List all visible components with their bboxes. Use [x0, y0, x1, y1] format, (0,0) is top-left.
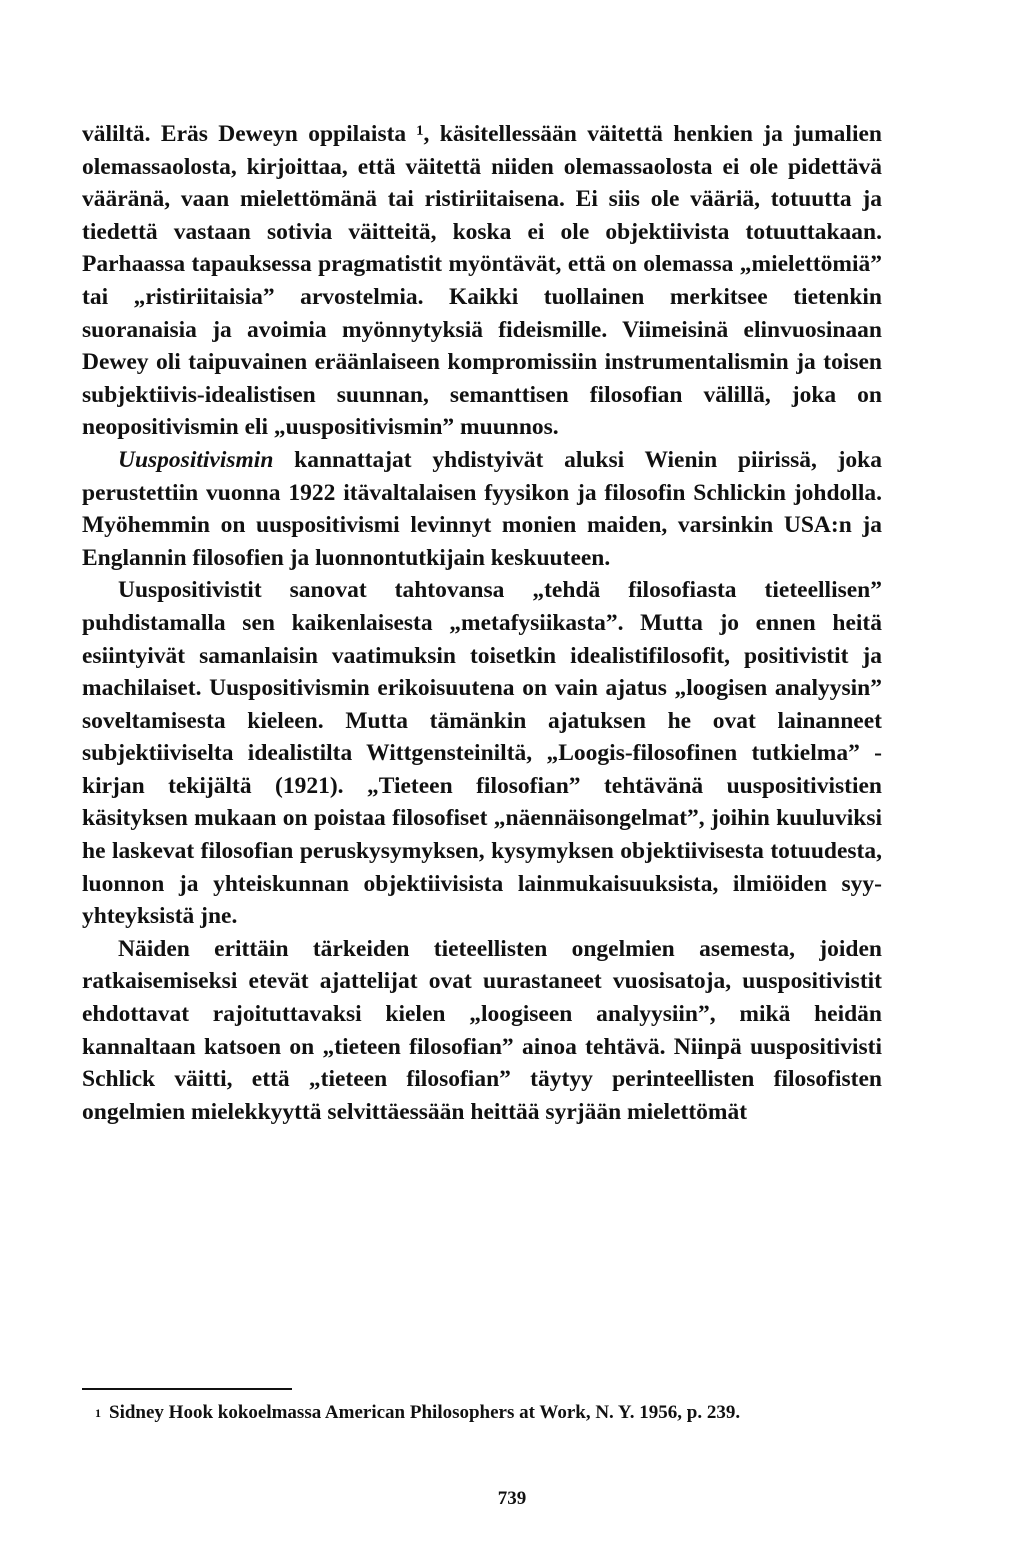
paragraph-2 [82, 444, 882, 574]
footnote-marker: 1 [95, 1406, 101, 1420]
footnote [95, 1400, 895, 1426]
paragraph-3: Uuspositivistit sanovat tahtovansa „tehdä filosofiasta tieteellisen” puhdistamalla sen kaikenlaisesta „metafysiikasta”. Mutta jo ennen heitä esiintyivät samanlaisin vaatimuksin toisetkin idealistifilosofit, positivistit ja machilaiset. Uuspositivismin erikoisuutena on vain ajatus „loogisen analyysin” soveltamisesta kieleen. Mutta tämänkin ajatuksen he ovat lainanneet subjektiiviselta idealistilta Wittgensteiniltä, „Loogis-filosofinen tutkielma” -kirjan tekijältä (1921). „Tieteen filosofian” tehtävänä uuspositivistien käsityksen mukaan on poistaa filosofiset „näennäisongelmat”, joihin kuuluviksi he laskevat filosofian peruskysymyksen, kysymyksen objektiivisesta totuudesta, luonnon ja yhteiskunnan objektiivisista lainmukaisuuksista, ilmiöiden syy-yhteyksistä jne. [82, 577, 882, 930]
footnote-text: Sidney Hook kokoelmassa American Philosophers at Work, N. Y. 1956, p. 239. [109, 1402, 741, 1423]
footnote-divider [82, 1388, 292, 1390]
paragraph-2-text: kannattajat yhdistyivät aluksi Wienin piirissä, joka perustettiin vuonna 1922 itävaltalaisen fyysikon ja filosofin Schlickin johdolla. Myöhemmin on uuspositivismi levinnyt monien maiden, varsinkin USA:n ja Englannin filosofien ja luonnontutkijain keskuuteen. [82, 446, 882, 571]
paragraph-1: väliltä. Eräs Deweyn oppilaista ¹, käsitellessään väitettä henkien ja jumalien olemassaolosta, kirjoittaa, että väitettä niiden olemassaolosta ei ole pidettävä vääränä, vaan mielettömänä tai ristiriitaisena. Ei siis ole vääriä, totuutta ja tiedettä vastaan sotivia väitteitä, koska ei ole objektiivista totuuttakaan. Parhaassa tapauksessa pragmatistit myöntävät, että on olemassa „mielettömiä” tai „ristiriitaisia” arvostelmia. Kaikki tuollainen merkitsee tietenkin suoranaisia ja avoimia myönnytyksiä fideismille. Viimeisinä elinvuosinaan Dewey oli taipuvainen eräänlaiseen kompromissiin instrumentalismin ja toisen subjektiivis-idealistisen suunnan, semanttisen filosofian välillä, joka on neopositivismin eli „uuspositivismin” muunnos. [82, 121, 882, 441]
term-uuspositivismin: Uuspositivismin [118, 446, 274, 473]
paragraph-4: Näiden erittäin tärkeiden tieteellisten ongelmien asemesta, joiden ratkaisemiseksi etevät ajattelijat ovat uurastaneet vuosisatoja, uuspositivistit ehdottavat rajoituttavaksi kielen „loogiseen analyysiin”, mikä heidän kannaltaan katsoen on „tieteen filosofian” ainoa tehtävä. Niinpä uuspositivisti Schlick väitti, että „tieteen filosofian” täytyy perinteellisten filosofisten ongelmien mielekkyyttä selvittäessään heittää syrjään mielettömät [82, 935, 882, 1125]
body-text [82, 118, 882, 1128]
page-number: 739 [497, 1488, 527, 1509]
